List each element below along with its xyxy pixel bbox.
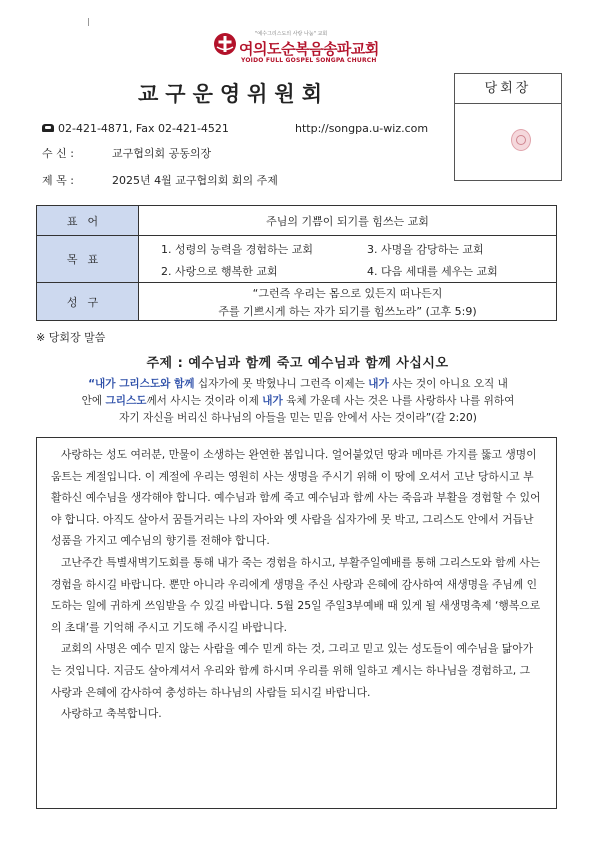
contact-phone-fax: 02-421-4871, Fax 02-421-4521 <box>42 122 229 135</box>
goals-cell <box>139 236 556 282</box>
church-emblem-icon <box>213 32 237 56</box>
letter-paragraph: 사랑하는 성도 여러분, 만물이 소생하는 완연한 봄입니다. 얼어붙었던 땅과 메마른 가지를 뚫고 생명이 움트는 계절입니다. 이 계절에 우리는 영원히 사는 생명을 주시기 위해 이 땅에 오셔서 고난 당하시고 부활하신 예수님을 생각해야 합니다. 예수님과 함께 죽고 예수님과 함께 사는 죽음과 부활을 경험할 수 있어야 합니다. 아직도 살아서 꿈틀거리는 나의 자아와 옛 사람을 십자가에 못 박고, 그리스도 안에서 거듭난 성품을 가지고 예수님의 향기를 전해야 합니다. <box>51 448 541 548</box>
recipient-line <box>42 145 211 161</box>
verse-row <box>37 283 556 320</box>
goal-item: 1. 성령의 능력을 경험하는 교회 <box>161 243 313 256</box>
motto-label: 표어 <box>37 206 139 235</box>
motto-text: 주님의 기쁨이 되기를 힘쓰는 교회 <box>266 214 429 228</box>
document-title: 교구운영위원회 <box>138 82 330 106</box>
letter-paragraph: 고난주간 특별새벽기도회를 통해 내가 죽는 경험을 하시고, 부활주일예배를 통해 그리스도와 함께 사는 경험을 하시길 바랍니다. 뿐만 아니라 우리에게 생명을 주신 사랑과 은혜에 감사하여 새생명을 주님께 인도하는 일에 귀하게 쓰임받을 수 있길 바랍니다. 5월 25일 주일3부예배 때 있게 될 새생명축제 ‘행복으로의 초대’를 기억해 주시고 기도해 주시길 바랍니다. <box>51 555 541 634</box>
verse-line-2: 주를 기쁘시게 하는 자가 되기를 힘쓰노라” (고후 5:9) <box>218 305 477 318</box>
goals-label: 목표 <box>37 236 139 282</box>
vision-table <box>36 205 557 321</box>
goals-row <box>37 236 556 283</box>
approval-box <box>454 73 562 181</box>
telephone-icon <box>42 124 54 132</box>
scripture-line-2: 안에 그리스도께서 사시는 것이라 이제 내가 육체 가운데 사는 것은 나를 사랑하사 나를 위하여 <box>81 395 515 407</box>
verse-cell <box>139 283 556 320</box>
motto-row <box>37 206 556 236</box>
pastor-letter <box>36 437 557 809</box>
goal-item: 2. 사랑으로 행복한 교회 <box>161 265 278 278</box>
recipient-value: 교구협의회 공동의장 <box>112 147 212 160</box>
seal-stamp <box>511 129 531 151</box>
subject-value: 2025년 4월 교구협의회 회의 주제 <box>112 174 278 187</box>
verse-label: 성구 <box>37 283 139 320</box>
scripture-quote <box>34 376 562 427</box>
verse-line-1: “그런즉 우리는 몸으로 있든지 떠나든지 <box>252 287 443 300</box>
scripture-line-3: 자기 자신을 버리신 하나님의 아들을 믿는 믿음 안에서 사는 것이라”(갈 2:20) <box>119 412 477 424</box>
letter-paragraph: 교회의 사명은 예수 믿지 않는 사람을 예수 믿게 하는 것, 그리고 믿고 있는 성도들이 예수님을 닮아가는 것입니다. 지금도 살아계셔서 우리와 함께 하시며 우리를 위해 일하고 계시는 하나님을 경험하고, 그 사랑과 은혜에 감사하여 충성하는 하나님의 사람들 되시길 바랍니다. <box>51 642 534 699</box>
letter-closing: 사랑하고 축복합니다. <box>61 707 162 721</box>
church-logo <box>213 30 443 66</box>
goal-item: 3. 사명을 감당하는 교회 <box>367 243 484 256</box>
subject-line <box>42 172 278 188</box>
recipient-label: 수 신 : <box>42 147 74 160</box>
subject-label: 제 목 : <box>42 174 74 187</box>
message-theme: 주제 : 예수님과 함께 죽고 예수님과 함께 사십시오 <box>146 356 449 371</box>
logo-tagline: "예수그리스도의 사랑 나눔" 교회 <box>255 31 328 37</box>
approval-label: 당회장 <box>455 74 561 104</box>
scripture-line-1: “내가 그리스도와 함께 십자가에 못 박혔나니 그런즉 이제는 내가 사는 것이 아니요 오직 내 <box>88 378 508 390</box>
church-name: 여의도순복음송파교회 <box>239 40 379 58</box>
pastor-message-note: ※ 당회장 말씀 <box>36 331 106 344</box>
scan-mark <box>88 18 89 26</box>
church-name-en: YOIDO FULL GOSPEL SONGPA CHURCH <box>241 57 377 64</box>
contact-url[interactable]: http://songpa.u-wiz.com <box>295 122 429 135</box>
goal-item: 4. 다음 세대를 세우는 교회 <box>367 265 498 278</box>
